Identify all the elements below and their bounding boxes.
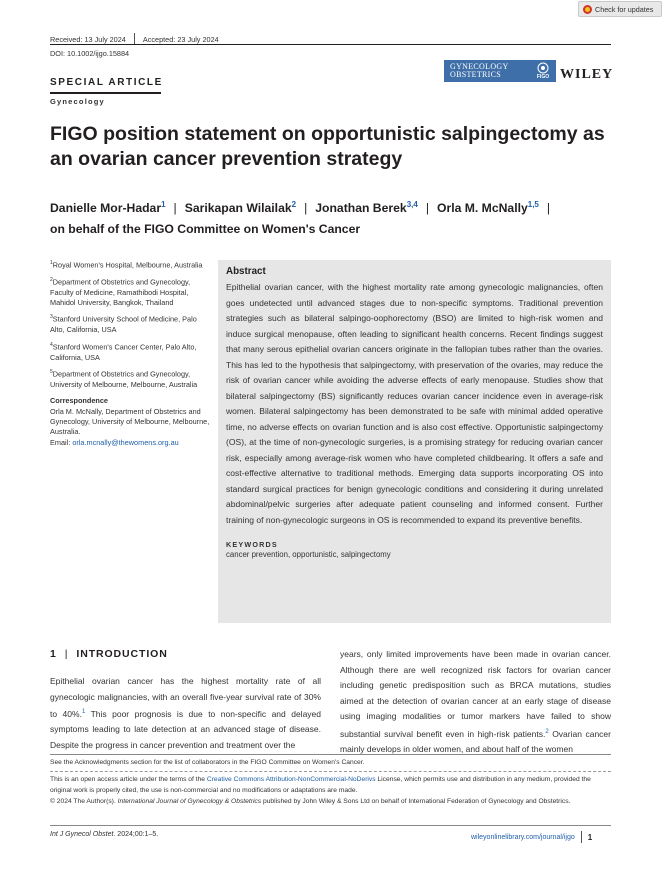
article-title: FIGO position statement on opportunistic salpingectomy as an ovarian cancer prevention strategy [50,123,605,170]
journal-logo-line1: GYNECOLOGY [450,62,509,71]
copyright-text: published by John Wiley & Sons Ltd on behalf of International Federation of Gynecology and Obstetrics. [261,798,571,805]
email-label: Email: [50,437,73,447]
accepted-date: Accepted: 23 July 2024 [142,34,219,44]
citation-journal: Int J Gynecol Obstet [50,831,114,838]
author-list [50,194,620,240]
affiliation-text: Department of Obstetrics and Gynecology, Faculty of Medicine, Ramathibodi Hospital, Mahidol University, Bangkok, Thailand [50,277,191,308]
author-name[interactable]: Orla M. McNally [436,201,528,216]
footer-separator [581,831,582,843]
footnote-rule [50,754,611,755]
affiliation-item [50,258,210,271]
affiliation-number: 1 [50,260,53,266]
journal-url-link[interactable]: wileyonlinelibrary.com/journal/ijgo [471,833,575,841]
page-number: 1 [587,832,593,842]
publisher-logo[interactable]: WILEY [560,67,614,82]
affiliation-item [50,340,210,363]
affiliation-text: Department of Obstetrics and Gynecology, University of Melbourne, Melbourne, Australia [50,369,198,389]
affiliation-item [50,312,210,335]
reference-link[interactable]: 1 [81,709,86,715]
journal-logo-text [444,63,532,79]
section-separator: | [64,648,69,660]
article-type: SPECIAL ARTICLE [50,77,163,88]
affiliation-number: 4 [50,341,53,348]
journal-logo[interactable] [444,60,556,82]
footer-right [471,831,592,843]
keywords: cancer prevention, opportunistic, salpingectomy [226,550,391,559]
footer-rule [50,825,611,826]
affiliation-text: Stanford University School of Medicine, Palo Alto, California, USA [50,314,197,335]
check-for-updates-badge[interactable] [578,1,662,17]
affiliation-number: 5 [50,368,53,375]
body-text: years, only limited improvements have been made in ovarian cancer. Although there are well recognized risk factors for ovarian cancer including genetic predisposition such as BRCA mutations, studies aimed at the detection of ovarian cancer at an early stage of disease using imaging modalities or tumor markers have failed to show substantial survival benefit even in high-risk patients. [340,649,611,739]
body-text: Epithelial ovarian cancer has the highest mortality rate of all gynecologic malignancies, with an overall five-year survival rate of 30% to 40%. [50,676,321,719]
affiliation-item [50,275,210,309]
affiliation-text: Royal Women's Hospital, Melbourne, Australia [52,260,203,270]
affiliation-text: Stanford Women's Cancer Center, Palo Alto, California, USA [50,342,197,362]
author-separator: | [304,201,308,216]
author-affil-ref[interactable]: 2 [291,200,297,209]
section-number: 1 [50,648,57,660]
license-text: License, which permits use and distribution in any medium, provided the original work is properly cited, the use is non-commercial and no modifications or adaptations are made. [50,776,591,794]
author-separator: | [425,201,429,216]
author-name[interactable]: Sarikapan Wilailak [184,201,292,216]
section-label: Gynecology [50,97,105,106]
reference-link[interactable]: 2 [545,728,549,735]
correspondence-text: Orla M. McNally, Department of Obstetrics and Gynecology, University of Melbourne, Melbourne, Australia. [50,406,210,437]
author-name[interactable]: Jonathan Berek [315,201,407,216]
affiliation-item [50,367,210,390]
section-title: INTRODUCTION [76,648,168,660]
license-note [50,774,611,807]
body-column-right [340,647,611,757]
correspondence-email-line [50,438,210,448]
body-text: This poor prognosis is due to non-specific and delayed symptoms leading to late detection at an advanced stage of disease. Despite the progress in cancer prevention and treatment over the [50,708,321,750]
figo-emblem-icon [537,62,549,74]
affiliations [50,258,210,448]
body-column-left [50,674,321,753]
doi[interactable]: DOI: 10.1002/ijgo.15884 [50,49,130,58]
abstract-heading: Abstract [226,266,266,277]
received-date: Received: 13 July 2024 [50,34,126,44]
section-heading-introduction [50,648,168,660]
acknowledgments-note: See the Acknowledgments section for the list of collaborators in the FIGO Committee on Women's Cancer. [50,759,365,766]
license-link[interactable]: Creative Commons Attribution-NonCommercial-NoDerivs [206,776,376,783]
footnote-dashed-rule [50,771,611,772]
journal-logo-line2: OBSTETRICS [450,70,502,79]
copyright-text: © 2024 The Author(s). [50,798,118,805]
on-behalf-of: on behalf of the FIGO Committee on Women's Cancer [50,222,361,237]
license-text: This is an open access article under the terms of the [50,776,207,783]
citation-rest: . 2024;00:1–5. [113,831,159,838]
author-name[interactable]: Danielle Mor-Hadar [50,201,162,216]
body-text: Ovarian cancer mainly develops in older women, and about half of the women [340,728,611,754]
affiliation-number: 2 [50,276,53,283]
figo-logo [532,60,554,82]
author-affil-ref[interactable]: 1,5 [527,200,539,209]
author-affil-ref[interactable]: 3,4 [406,200,418,209]
abstract-box [218,260,611,623]
copyright-journal: International Journal of Gynecology & Obstetrics [117,798,262,805]
article-type-rule [50,92,161,94]
author-affil-ref[interactable]: 1 [161,200,166,209]
citation [50,831,158,838]
crossmark-icon [583,5,592,14]
email-link[interactable]: orla.mcnally@thewomens.org.au [72,437,179,447]
author-separator: | [173,201,177,216]
author-separator: | [546,201,551,216]
header-rule [50,44,611,45]
check-for-updates-label: Check for updates [595,4,654,14]
correspondence-heading: Correspondence [50,396,108,406]
affiliation-number: 3 [50,314,53,321]
abstract-text: Epithelial ovarian cancer, with the highest mortality rate among gynecologic malignancies, often goes undetected until advanced stages due to non-specific symptoms. Traditional prevention strategies such as bilateral salpingo-oophorectomy (BSO) are limited to high-risk women and induce surgical menopause, often leading to significant health concerns. Recent findings suggest that many serous epithelial ovarian cancers originate in the fallopian tubes rather than the ovaries. This has led to the hypothesis that salpingectomy, with preservation of the ovaries, may reduce the risk of ovarian cancer while avoiding the adverse effects of early menopause. Studies show that bilateral salpingectomy (BS) significantly reduces ovarian cancer incidence even in average-risk women. Bilateral salpingectomy has been demonstrated to be safe with minimal added operative time, no adverse effects on ovarian function and is also cost effective. Opportunistic salpingectomy (OS), at the time of non-gynecologic surgeries, is a promising strategy for reducing ovarian cancer risk, especially among average-risk women who have completed childbearing. It offers a safe and cost-effective alternative to traditional methods. Emerging data supports incorporating OS into standard surgical practices for benign gynecologic conditions and considering it during unrelated abdominal/pelvic surgeries after adequate patient counseling and informed consent. Further training of non-gynecologic surgeons in OS is recommended to expand its preventive benefits. [226,282,603,525]
keywords-heading: KEYWORDS [226,540,278,549]
figo-label: FIGO [536,74,550,80]
